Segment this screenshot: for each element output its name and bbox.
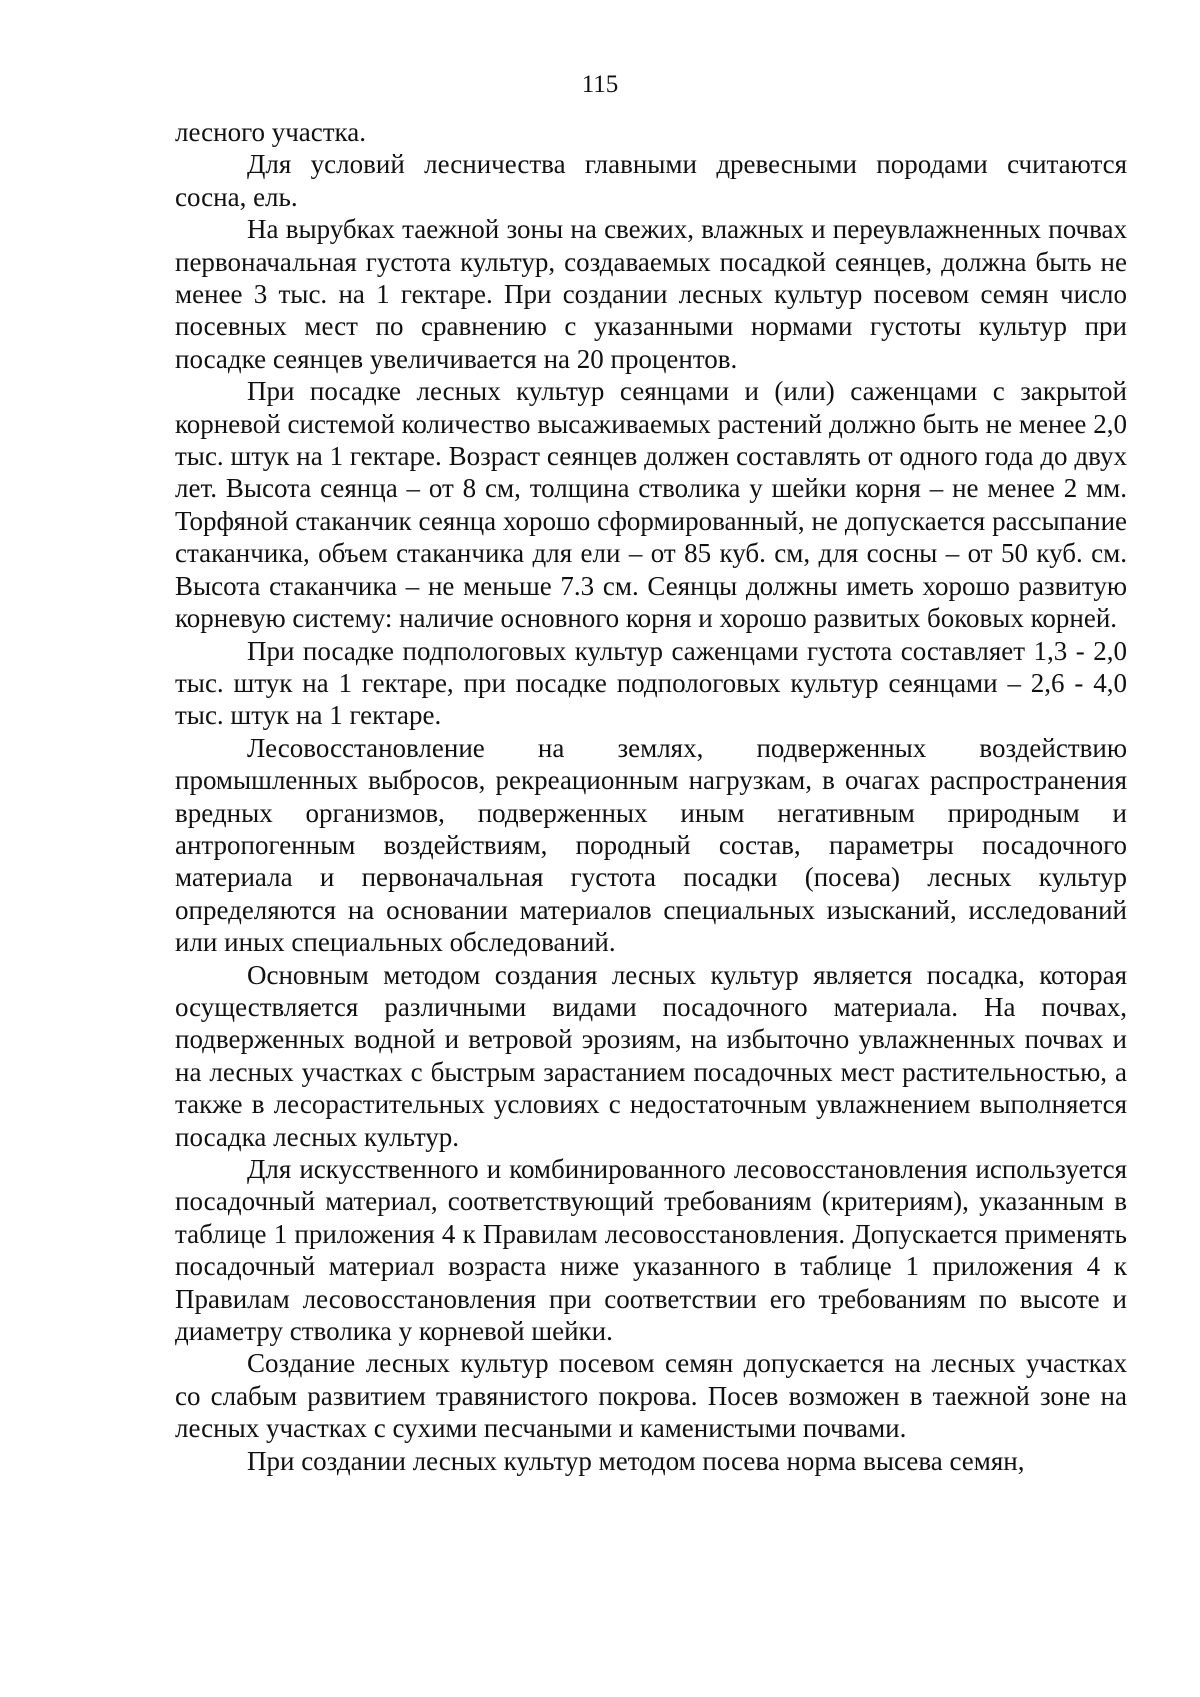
paragraph-planting-method: Основным методом создания лесных культур является посадка, которая осуществляется различными видами посадочного материала. На почвах, подверженных водной и ветровой эрозиям, на избыточно увлажненных почвах и на лесных участках с быстрым зарастанием посадочных мест растительностью, а также в лесорастительных условиях с недостаточным увлажнением выполняется посадка лесных культур. — [175, 959, 1127, 1152]
paragraph-seed-sowing: Создание лесных культур посевом семян допускается на лесных участках со слабым развитием травянистого покрова. Посев возможен в таежной зоне на лесных участках с сухими песчаными и каменистыми почвами. — [175, 1348, 1127, 1444]
paragraph-initial-density: На вырубках таежной зоны на свежих, влажных и переувлажненных почвах первоначальная густота культур, создаваемых посадкой сеянцев, должна быть не менее 3 тыс. на 1 гектаре. При создании лесных культур посевом семян число посевных мест по сравнению с указанными нормами густоты культур при посадке сеянцев увеличивается на 20 процентов. — [175, 214, 1127, 374]
paragraph-continuation: лесного участка. — [175, 117, 367, 147]
paragraph-undercanopy-cultures: При посадке подпологовых культур саженцами густота составляет 1,3 - 2,0 тыс. штук на 1 гектаре, при посадке подпологовых культур сеянцами – 2,6 - 4,0 тыс. штук на 1 гектаре. — [175, 635, 1127, 731]
paragraph-planting-material: Для искусственного и комбинированного лесовосстановления используется посадочный материал, соответствующий требованиям (критериям), указанным в таблице 1 приложения 4 к Правилам лесовосстановления. Допускается применять посадочный материал возраста ниже указанного в таблице 1 приложения 4 к Правилам лесовосстановления при соответствии его требованиям по высоте и диаметру стволика у корневой шейки. — [175, 1154, 1127, 1347]
paragraph-main-species: Для условий лесничества главными древесными породами считаются сосна, ель. — [175, 149, 1127, 212]
document-body — [175, 116, 1127, 1477]
paragraph-affected-lands: Лесовосстановление на землях, подверженных воздействию промышленных выбросов, рекреационным нагрузкам, в очагах распространения вредных организмов, подверженных иным негативным природным и антропогенным воздействиям, породный состав, параметры посадочного материала и первоначальная густота посадки (посева) лесных культур определяются на основании материалов специальных изысканий, исследований или иных специальных обследований. — [175, 732, 1127, 958]
page-number: 115 — [581, 71, 619, 98]
paragraph-closed-root-system: При посадке лесных культур сеянцами и (или) саженцами с закрытой корневой системой количество высаживаемых растений должно быть не менее 2,0 тыс. штук на 1 гектаре. Возраст сеянцев должен составлять от одного года до двух лет. Высота сеянца – от 8 см, толщина стволика у шейки корня – не менее 2 мм. Торфяной стаканчик сеянца хорошо сформированный, не допускается рассыпание стаканчика, объем стаканчика для ели – от 85 куб. см, для сосны – от 50 куб. см. Высота стаканчика – не меньше 7.3 см. Сеянцы должны иметь хорошо развитую корневую систему: наличие основного корня и хорошо развитых боковых корней. — [175, 376, 1127, 634]
paragraph-sowing-norm: При создании лесных культур методом посева норма высева семян, — [247, 1445, 1025, 1476]
